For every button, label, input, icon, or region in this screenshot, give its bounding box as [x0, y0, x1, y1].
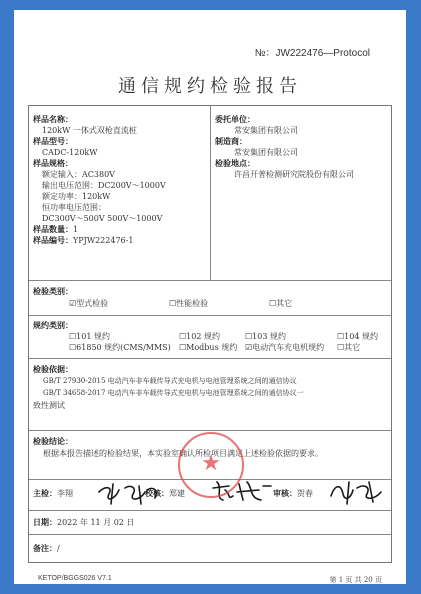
protocol-option: ☐61850 规约(CMS/MMS) [69, 343, 171, 352]
category-option: ☑型式检验 [69, 299, 109, 308]
report-table [28, 105, 392, 563]
divider [29, 430, 391, 431]
sample-name: 120kW 一体式双枪直流桩 [42, 126, 137, 135]
seal-star: ★ [201, 451, 221, 476]
date-label: 日期： [33, 517, 57, 527]
protocol-option: ☐102 规约 [179, 332, 220, 341]
test-site-label: 检验地点： [215, 158, 255, 168]
divider [29, 510, 391, 511]
checker-label: 校核： [145, 488, 169, 498]
category-option: ☐性能检验 [169, 299, 209, 308]
inspector-name: 李翔 [57, 489, 73, 498]
basis-line: GB/T 34658-2017 电动汽车非车载传导式充电机与电池管理系统之间的通信协议一 [43, 389, 304, 397]
manufacturer-name: 常安集团有限公司 [234, 148, 298, 157]
sample-spec-label: 样品规格： [33, 158, 73, 168]
sample-spec-line: 恒功率电压范围： [42, 203, 106, 212]
date-row [33, 517, 134, 528]
checker-row [145, 488, 185, 499]
inspector-label: 主检： [33, 488, 57, 498]
manufacturer-label: 制造商： [215, 136, 247, 146]
sample-spec-line: DC300V～500V 500V～1000V [42, 214, 163, 223]
protocol-label: 规约类别： [33, 320, 73, 330]
basis-label: 检验依据： [33, 364, 73, 374]
divider [29, 534, 391, 535]
sample-code-row [33, 235, 133, 246]
protocol-option: ☐101 规约 [69, 332, 110, 341]
protocol-option: ☐Modbus 规约 [179, 343, 238, 352]
checker-name: 郑建 [169, 489, 185, 498]
protocol-option: ☑电动汽车充电机规约 [245, 343, 325, 352]
sample-spec-line: 额定输入：AC380V [42, 170, 115, 179]
remark-value: / [57, 544, 60, 553]
test-site: 许昌开普检测研究院股份有限公司 [234, 170, 354, 179]
inspector-row [33, 488, 73, 499]
client-label: 委托单位： [215, 114, 255, 124]
sample-quantity-label: 样品数量： [33, 224, 73, 234]
page-number: 第 1 页 共 20 页 [329, 576, 382, 584]
sample-code-label: 样品编号： [33, 235, 73, 245]
sample-quantity-row [33, 224, 78, 235]
remark-row [33, 543, 60, 554]
category-label: 检验类别： [33, 286, 73, 296]
approver-label: 审核： [273, 488, 297, 498]
sample-model: CADC-120kW [42, 148, 98, 157]
conclusion-text: 根据本报告描述的检验结果，本实验室确认所检项目满足上述检验依据的要求。 [43, 449, 323, 458]
report-title: 通信规约检验报告 [118, 76, 302, 97]
approver-row [273, 488, 313, 499]
sample-quantity: 1 [73, 225, 79, 234]
report-page [14, 10, 406, 584]
category-option: ☐其它 [269, 299, 293, 308]
date-value: 2022 年 11 月 02 日 [57, 518, 135, 527]
divider [29, 358, 391, 359]
basis-line: 致性测试 [33, 401, 65, 410]
sample-spec-line: 额定功率：120kW [42, 192, 111, 201]
document-number: №：JW222476—Protocol [254, 48, 370, 59]
conclusion-label: 检验结论： [33, 436, 73, 446]
form-code: KETOP/BGGS026 V7.1 [38, 575, 112, 582]
column-divider [210, 106, 211, 280]
sample-code: YPJW222476-1 [73, 236, 134, 245]
sample-model-label: 样品型号： [33, 136, 73, 146]
approver-name: 贺春 [297, 489, 313, 498]
basis-line: GB/T 27930-2015 电动汽车非车载传导式充电机与电池管理系统之间的通信协议 [43, 377, 297, 385]
protocol-option: ☐104 规约 [337, 332, 378, 341]
inspection-seal [178, 432, 244, 498]
remark-label: 备注： [33, 543, 57, 553]
protocol-option: ☐其它 [337, 343, 361, 352]
sample-name-label: 样品名称： [33, 114, 73, 124]
divider [29, 280, 391, 281]
divider [29, 315, 391, 316]
sample-spec-line: 输出电压范围：DC200V～1000V [42, 181, 166, 190]
client-name: 常安集团有限公司 [234, 126, 298, 135]
protocol-option: ☐103 规约 [245, 332, 286, 341]
approver-signature [327, 478, 387, 506]
